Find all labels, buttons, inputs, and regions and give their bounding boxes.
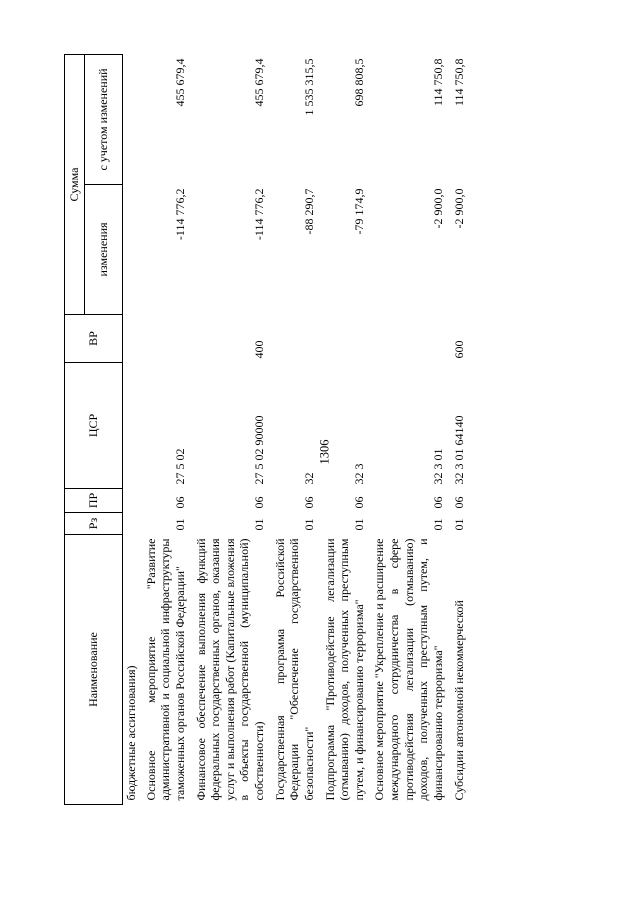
row-pr-cell: 06 (351, 496, 366, 509)
row-pr-cell (123, 489, 140, 513)
table-row (448, 54, 469, 804)
table-body (123, 54, 469, 804)
row-rz-cell: 01 (451, 518, 466, 531)
row-name-cell: Субсидии автономной некоммерческой (451, 600, 466, 801)
row-csr-cell: 32 3 (351, 463, 366, 485)
row-sum-cell: 698 808,5 (351, 58, 366, 107)
row-csr-cell (123, 363, 140, 489)
row-vr-cell (123, 315, 140, 363)
row-name-cell: Финансовое обеспечение выполнения функций федеральных государственных органов, оказания услуг и выполнения работ (Капитальные вложения в объекты государственной (муниципальной) собственности) (193, 538, 266, 801)
row-vr-cell (269, 315, 319, 363)
header-rz: Рз (65, 513, 123, 535)
row-pr-cell: 06 (301, 496, 316, 509)
row-csr-cell: 27 5 02 90000 (252, 415, 266, 485)
row-csr-cell: 32 (301, 472, 316, 485)
row-sum-cell: 1 535 315,5 (301, 58, 316, 116)
header-csr: ЦСР (65, 363, 123, 489)
row-sum-cell: 114 750,8 (451, 58, 466, 107)
row-vr-cell: 400 (252, 340, 266, 359)
row-sum-cell: 455 679,4 (172, 58, 187, 107)
row-vr-cell (319, 315, 369, 363)
row-pr-cell: 06 (430, 496, 445, 509)
row-rz-cell: 01 (351, 518, 366, 531)
row-name-cell: Основное мероприятие "Укрепление и расширение международного сотрудничества в сфере противодействия легализации (отмыванию) доходов, полученных преступным путем, и финансированию терроризма" (372, 538, 445, 801)
row-rz-cell: 01 (301, 518, 316, 531)
row-rz-cell (123, 513, 140, 535)
table-row (269, 54, 319, 804)
row-izmeneniya-cell: -88 290,7 (301, 188, 316, 235)
row-vr-cell (368, 315, 447, 363)
table-row (190, 54, 269, 804)
row-name-cell: Государственная программа Российской Федерации "Обеспечение государственной безопасности" (272, 538, 316, 801)
budget-table (64, 54, 468, 805)
row-pr-cell: 06 (172, 496, 187, 509)
row-rz-cell: 01 (252, 518, 266, 531)
header-sum: Сумма (65, 54, 85, 314)
row-name-cell: Подпрограмма "Противодействие легализации (отмыванию) доходов, полученных преступным путем, и финансированию терроризма" (322, 538, 366, 801)
rotated-table-wrapper (64, 55, 640, 805)
table-header (65, 54, 123, 804)
header-s-uchetom: с учетом изменений (85, 54, 123, 184)
row-name-cell: Основное мероприятие "Развитие административной и социальной инфраструктуры таможенных органов Российской Федерации" (143, 538, 187, 801)
row-izmeneniya-cell: -114 776,2 (252, 188, 266, 241)
table-row (140, 54, 190, 804)
row-csr-cell: 27 5 02 (172, 448, 187, 485)
row-sum-cell (123, 54, 140, 184)
row-izmeneniya-cell: -2 900,0 (451, 188, 466, 229)
row-name-cell: бюджетные ассигнования) (124, 665, 138, 801)
row-izmeneniya-cell (123, 185, 140, 315)
table-row (368, 54, 447, 804)
row-izmeneniya-cell: -79 174,9 (351, 188, 366, 235)
row-vr-cell (140, 315, 190, 363)
row-sum-cell: 455 679,4 (252, 58, 266, 107)
row-izmeneniya-cell: -114 776,2 (172, 188, 187, 241)
row-izmeneniya-cell: -2 900,0 (430, 188, 445, 229)
row-sum-cell: 114 750,8 (430, 58, 445, 107)
row-vr-cell: 600 (451, 340, 466, 359)
header-name: Наименование (65, 535, 123, 805)
row-rz-cell: 01 (172, 518, 187, 531)
row-csr-cell: 32 3 01 64140 (451, 415, 466, 485)
table-row (123, 54, 140, 804)
row-pr-cell: 06 (252, 496, 266, 509)
header-vr: ВР (65, 315, 123, 363)
header-izmeneniya: изменения (85, 185, 123, 315)
header-pr: ПР (65, 489, 123, 513)
row-csr-cell: 32 3 01 (430, 448, 445, 485)
row-pr-cell: 06 (451, 496, 466, 509)
row-rz-cell: 01 (430, 518, 445, 531)
table-row (319, 54, 369, 804)
page-number: 1306 (317, 439, 332, 465)
